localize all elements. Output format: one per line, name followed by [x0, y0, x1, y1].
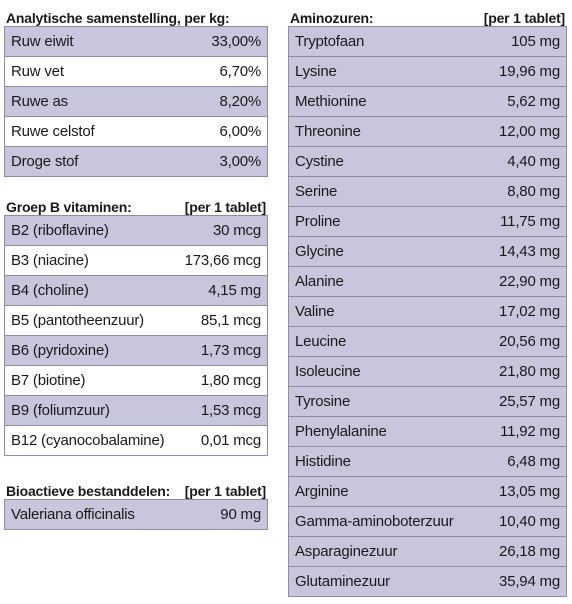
aminozuren-row-label: Threonine: [289, 117, 483, 147]
aminozuren-row: [289, 237, 567, 267]
analytisch-row-label: Ruw vet: [5, 57, 165, 87]
aminozuren-row-label: Tyrosine: [289, 387, 483, 417]
aminozuren-row-label: Glutaminezuur: [289, 567, 483, 597]
vitaminen-title: Groep B vitaminen:: [6, 199, 132, 215]
vitaminen-row-label: B4 (choline): [5, 276, 176, 306]
vitaminen-row: [5, 396, 268, 426]
aminozuren-row: [289, 537, 567, 567]
aminozuren-row-label: Isoleucine: [289, 357, 483, 387]
vitaminen-row-label: B12 (cyanocobalamine): [5, 426, 176, 456]
vitaminen-row-label: B2 (riboflavine): [5, 216, 176, 246]
aminozuren-row: [289, 267, 567, 297]
analytisch-row-value: 3,00%: [164, 147, 267, 177]
analytisch-row-label: Ruwe as: [5, 87, 165, 117]
aminozuren-row-value: 105 mg: [483, 27, 567, 57]
analytisch-row-label: Ruwe celstof: [5, 117, 165, 147]
analytisch-row: [5, 117, 268, 147]
vitaminen-row: [5, 336, 268, 366]
aminozuren-row-label: Arginine: [289, 477, 483, 507]
bioactief-table: [4, 499, 268, 530]
aminozuren-row-value: 5,62 mg: [483, 87, 567, 117]
aminozuren-row-value: 17,02 mg: [483, 297, 567, 327]
analytisch-row-value: 8,20%: [164, 87, 267, 117]
aminozuren-row: [289, 507, 567, 537]
aminozuren-row: [289, 177, 567, 207]
vitaminen-row: [5, 306, 268, 336]
aminozuren-section: [288, 4, 567, 597]
analytisch-row: [5, 147, 268, 177]
aminozuren-unit: [per 1 tablet]: [483, 10, 565, 26]
aminozuren-row-value: 13,05 mg: [483, 477, 567, 507]
bioactief-row-value: 90 mg: [194, 500, 268, 530]
aminozuren-row-label: Histidine: [289, 447, 483, 477]
aminozuren-row-label: Cystine: [289, 147, 483, 177]
vitaminen-row-value: 4,15 mg: [176, 276, 268, 306]
aminozuren-row: [289, 297, 567, 327]
vitaminen-row-label: B5 (pantotheenzuur): [5, 306, 176, 336]
aminozuren-row-value: 14,43 mg: [483, 237, 567, 267]
analytisch-row: [5, 27, 268, 57]
vitaminen-row-label: B7 (biotine): [5, 366, 176, 396]
analytisch-row-label: Ruw eiwit: [5, 27, 165, 57]
vitaminen-row-label: B6 (pyridoxine): [5, 336, 176, 366]
bioactief-row: [5, 500, 268, 530]
aminozuren-row-value: 4,40 mg: [483, 147, 567, 177]
aminozuren-row: [289, 447, 567, 477]
aminozuren-row-value: 25,57 mg: [483, 387, 567, 417]
vitaminen-row-value: 30 mcg: [176, 216, 268, 246]
vitaminen-row-label: B9 (foliumzuur): [5, 396, 176, 426]
aminozuren-row-value: 10,40 mg: [483, 507, 567, 537]
vitaminen-row-value: 1,53 mcg: [176, 396, 268, 426]
aminozuren-table: [288, 26, 567, 597]
aminozuren-row-label: Glycine: [289, 237, 483, 267]
aminozuren-row: [289, 387, 567, 417]
aminozuren-row-label: Phenylalanine: [289, 417, 483, 447]
aminozuren-row-label: Proline: [289, 207, 483, 237]
vitaminen-header: [4, 193, 268, 215]
aminozuren-row-label: Lysine: [289, 57, 483, 87]
vitaminen-row-value: 1,80 mcg: [176, 366, 268, 396]
aminozuren-row-label: Methionine: [289, 87, 483, 117]
bioactief-section: [4, 477, 268, 530]
analytisch-row-value: 33,00%: [164, 27, 267, 57]
vitaminen-row-value: 1,73 mcg: [176, 336, 268, 366]
vitaminen-row-value: 0,01 mcg: [176, 426, 268, 456]
bioactief-header: [4, 477, 268, 499]
analytisch-row-value: 6,00%: [164, 117, 267, 147]
aminozuren-row: [289, 207, 567, 237]
vitaminen-unit: [per 1 tablet]: [184, 199, 266, 215]
analytisch-row-value: 6,70%: [164, 57, 267, 87]
aminozuren-row-value: 8,80 mg: [483, 177, 567, 207]
vitaminen-row-value: 173,66 mcg: [176, 246, 268, 276]
vitaminen-row: [5, 246, 268, 276]
aminozuren-row: [289, 417, 567, 447]
analytisch-row-label: Droge stof: [5, 147, 165, 177]
aminozuren-row-label: Asparaginezuur: [289, 537, 483, 567]
bioactief-row-label: Valeriana officinalis: [5, 500, 194, 530]
aminozuren-row: [289, 477, 567, 507]
analytische-title: Analytische samenstelling, per kg:: [6, 10, 230, 26]
aminozuren-row-value: 35,94 mg: [483, 567, 567, 597]
analytische-samenstelling-section: [4, 4, 268, 177]
aminozuren-row-label: Alanine: [289, 267, 483, 297]
analytisch-row: [5, 57, 268, 87]
aminozuren-row-label: Tryptofaan: [289, 27, 483, 57]
vitaminen-row: [5, 276, 268, 306]
vitaminen-section: [4, 193, 268, 456]
aminozuren-row: [289, 87, 567, 117]
vitaminen-row: [5, 426, 268, 456]
aminozuren-row-value: 6,48 mg: [483, 447, 567, 477]
aminozuren-row-value: 26,18 mg: [483, 537, 567, 567]
aminozuren-row: [289, 567, 567, 597]
vitaminen-row-label: B3 (niacine): [5, 246, 176, 276]
aminozuren-row-value: 22,90 mg: [483, 267, 567, 297]
aminozuren-row-value: 20,56 mg: [483, 327, 567, 357]
aminozuren-row-value: 21,80 mg: [483, 357, 567, 387]
aminozuren-row: [289, 57, 567, 87]
aminozuren-row: [289, 357, 567, 387]
aminozuren-row-label: Valine: [289, 297, 483, 327]
vitaminen-row: [5, 216, 268, 246]
vitaminen-row-value: 85,1 mcg: [176, 306, 268, 336]
analytische-table: [4, 26, 268, 177]
aminozuren-title: Aminozuren:: [290, 10, 374, 26]
aminozuren-row: [289, 27, 567, 57]
aminozuren-row-value: 11,75 mg: [483, 207, 567, 237]
vitaminen-row: [5, 366, 268, 396]
aminozuren-row: [289, 327, 567, 357]
aminozuren-row-value: 12,00 mg: [483, 117, 567, 147]
analytisch-row: [5, 87, 268, 117]
aminozuren-row-value: 11,92 mg: [483, 417, 567, 447]
aminozuren-row: [289, 117, 567, 147]
analytische-header: [4, 4, 268, 26]
bioactief-title: Bioactieve bestanddelen:: [6, 483, 171, 499]
aminozuren-row: [289, 147, 567, 177]
aminozuren-row-label: Serine: [289, 177, 483, 207]
aminozuren-row-label: Leucine: [289, 327, 483, 357]
bioactief-unit: [per 1 tablet]: [184, 483, 266, 499]
aminozuren-header: [288, 4, 567, 26]
aminozuren-row-label: Gamma-aminoboterzuur: [289, 507, 483, 537]
vitaminen-table: [4, 215, 268, 456]
aminozuren-row-value: 19,96 mg: [483, 57, 567, 87]
